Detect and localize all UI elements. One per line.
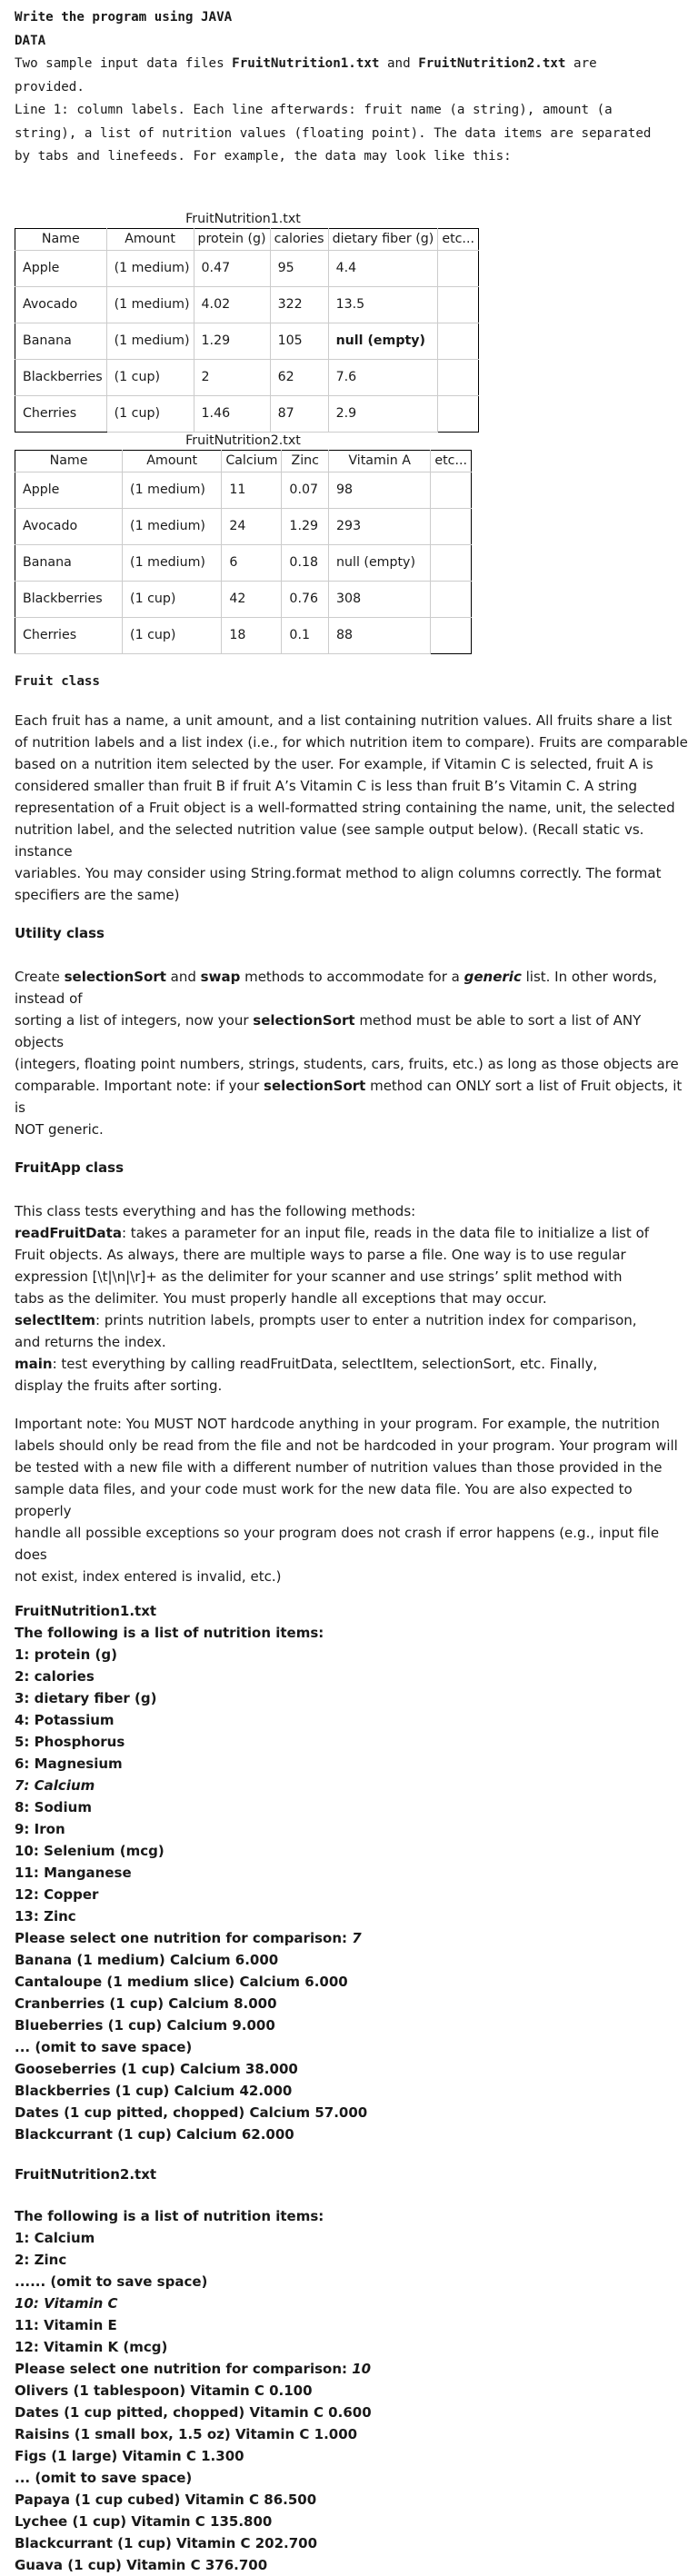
intro-line: Two sample input data files FruitNutrition1.txt and FruitNutrition2.txt are bbox=[15, 56, 597, 71]
output-line: Blackcurrant (1 cup) Vitamin C 202.700 bbox=[15, 2535, 318, 2551]
paragraph-line: Each fruit has a name, a unit amount, and a list containing nutrition values. All fruits share a list bbox=[15, 712, 673, 729]
output-line: Dates (1 cup pitted, chopped) Calcium 57.000 bbox=[15, 2104, 368, 2121]
table-cell: 2.9 bbox=[328, 395, 438, 432]
table-cell: 2 bbox=[194, 359, 270, 395]
table-cell: null (empty) bbox=[329, 544, 431, 581]
intro-line: string), a list of nutrition values (floating point). The data items are separated bbox=[15, 125, 652, 141]
table-cell bbox=[431, 544, 472, 581]
table-cell: 13.5 bbox=[328, 286, 438, 323]
table2-wrapper bbox=[15, 433, 472, 654]
fruit-class-section bbox=[15, 671, 688, 907]
fruit-class-heading: Fruit class bbox=[15, 673, 100, 689]
table-row bbox=[15, 359, 479, 395]
paragraph-line: NOT generic. bbox=[15, 1121, 104, 1138]
sample-tables bbox=[15, 211, 688, 654]
output-line: Cantaloupe (1 medium slice) Calcium 6.000 bbox=[15, 1974, 348, 1990]
table2-header: Zinc bbox=[282, 450, 329, 472]
table-cell: 88 bbox=[329, 617, 431, 653]
paragraph-line: sample data files, and your code must work for the new data file. You are also expected to properly bbox=[15, 1481, 633, 1519]
table2-header: Vitamin A bbox=[329, 450, 431, 472]
table-cell: 105 bbox=[270, 323, 328, 359]
table-cell: 11 bbox=[222, 472, 282, 508]
output-line: Cranberries (1 cup) Calcium 8.000 bbox=[15, 1995, 277, 2012]
table-cell: 0.1 bbox=[282, 617, 329, 653]
table-cell: 1.46 bbox=[194, 395, 270, 432]
utility-class-heading: Utility class bbox=[15, 925, 105, 941]
table1-header: Amount bbox=[106, 228, 194, 250]
output-line: ... (omit to save space) bbox=[15, 2470, 193, 2486]
output2-heading: FruitNutrition2.txt bbox=[15, 2166, 157, 2183]
output-line: 12: Vitamin K (mcg) bbox=[15, 2339, 168, 2355]
intro-line: provided. bbox=[15, 79, 85, 94]
table-cell: null (empty) bbox=[328, 323, 438, 359]
table-cell: 42 bbox=[222, 581, 282, 617]
table-cell bbox=[438, 286, 479, 323]
table-cell: 308 bbox=[329, 581, 431, 617]
paragraph-line: and returns the index. bbox=[15, 1334, 166, 1350]
table-cell: 322 bbox=[270, 286, 328, 323]
paragraph-line: tabs as the delimiter. You must properly handle all exceptions that may occur. bbox=[15, 1290, 547, 1307]
output-line: 12: Copper bbox=[15, 1886, 99, 1903]
fruit-class-description bbox=[15, 710, 688, 906]
paragraph-line: of nutrition labels and a list index (i.e., for which nutrition item to compare). Fruits are comparable bbox=[15, 734, 688, 751]
paragraph-line: sorting a list of integers, now your selectionSort method must be able to sort a list of ANY objects bbox=[15, 1012, 642, 1050]
table-row bbox=[15, 472, 472, 508]
paragraph-line: main: test everything by calling readFruitData, selectItem, selectionSort, etc. Finally, bbox=[15, 1356, 598, 1372]
table-cell: 1.29 bbox=[194, 323, 270, 359]
paragraph-line: based on a nutrition item selected by the user. For example, if Vitamin C is selected, fruit A is bbox=[15, 756, 653, 772]
table2 bbox=[15, 450, 472, 654]
paragraph-line: considered smaller than fruit B if fruit A’s Vitamin C is less than fruit B’s Vitamin C. A string bbox=[15, 778, 638, 794]
paragraph-line: Fruit objects. As always, there are multiple ways to parse a file. One way is to use regular bbox=[15, 1247, 626, 1263]
table-cell: 0.47 bbox=[194, 250, 270, 286]
paragraph-line: comparable. Important note: if your selectionSort method can ONLY sort a list of Fruit objects, it is bbox=[15, 1078, 683, 1116]
output-line: Blackberries (1 cup) Calcium 42.000 bbox=[15, 2083, 293, 2099]
table-cell bbox=[438, 323, 479, 359]
output-line: Dates (1 cup pitted, chopped) Vitamin C 0.600 bbox=[15, 2404, 372, 2421]
output-line: 9: Iron bbox=[15, 1821, 65, 1837]
paragraph-line: Create selectionSort and swap methods to accommodate for a generic list. In other words, instead of bbox=[15, 969, 658, 1007]
table-cell: 24 bbox=[222, 508, 282, 544]
table-cell: Apple bbox=[15, 250, 107, 286]
output-line: The following is a list of nutrition items: bbox=[15, 2208, 324, 2224]
table-cell bbox=[431, 508, 472, 544]
output-line: 5: Phosphorus bbox=[15, 1734, 125, 1750]
output-line: Blackcurrant (1 cup) Calcium 62.000 bbox=[15, 2126, 294, 2143]
table-row bbox=[15, 544, 472, 581]
output-line: ... (omit to save space) bbox=[15, 2039, 193, 2055]
table1-header-row bbox=[15, 228, 479, 250]
sample-output-1 bbox=[15, 1600, 688, 2145]
table-cell: 0.07 bbox=[282, 472, 329, 508]
table-cell bbox=[438, 250, 479, 286]
table-cell: (1 medium) bbox=[106, 250, 194, 286]
table-cell: 0.76 bbox=[282, 581, 329, 617]
output-prompt: Please select one nutrition for comparison: 10 bbox=[15, 2361, 372, 2377]
table-cell: 4.02 bbox=[194, 286, 270, 323]
paragraph-line: display the fruits after sorting. bbox=[15, 1378, 223, 1394]
table2-header: Name bbox=[15, 450, 123, 472]
paragraph-line: variables. You may consider using String.format method to align columns correctly. The format bbox=[15, 865, 662, 881]
output-line: 1: protein (g) bbox=[15, 1646, 117, 1663]
table1-header: etc... bbox=[438, 228, 479, 250]
table-row bbox=[15, 508, 472, 544]
output-line: 3: dietary fiber (g) bbox=[15, 1690, 157, 1706]
table1-header: calories bbox=[270, 228, 328, 250]
sample-output-2 bbox=[15, 2163, 688, 2576]
table-cell: Avocado bbox=[15, 286, 107, 323]
table2-header: etc... bbox=[431, 450, 472, 472]
output-line: 7: Calcium bbox=[15, 1777, 95, 1794]
table-cell bbox=[431, 472, 472, 508]
intro-line: by tabs and linefeeds. For example, the data may look like this: bbox=[15, 149, 512, 164]
paragraph-line: not exist, index entered is invalid, etc.) bbox=[15, 1568, 282, 1585]
utility-class-section bbox=[15, 922, 688, 1140]
table1-header: Name bbox=[15, 228, 107, 250]
paragraph-line: selectItem: prints nutrition labels, prompts user to enter a nutrition index for comparison, bbox=[15, 1312, 637, 1328]
paragraph-line: Important note: You MUST NOT hardcode anything in your program. For example, the nutrition bbox=[15, 1416, 660, 1432]
table-cell: Banana bbox=[15, 544, 123, 581]
table1 bbox=[15, 228, 479, 433]
output-line: The following is a list of nutrition items: bbox=[15, 1625, 324, 1641]
table1-caption: FruitNutrition1.txt bbox=[185, 211, 301, 226]
table-cell: Cherries bbox=[15, 617, 123, 653]
paragraph-line: representation of a Fruit object is a well-formatted string containing the name, unit, the selected bbox=[15, 800, 675, 816]
table1-wrapper bbox=[15, 211, 472, 433]
table-cell: 95 bbox=[270, 250, 328, 286]
output-line: 2: Zinc bbox=[15, 2252, 67, 2268]
table-cell: 7.6 bbox=[328, 359, 438, 395]
intro-title: Write the program using JAVA bbox=[15, 10, 233, 25]
table-cell: (1 cup) bbox=[123, 581, 222, 617]
paragraph-line: handle all possible exceptions so your program does not crash if error happens (e.g., input file does bbox=[15, 1525, 660, 1563]
table-cell: 98 bbox=[329, 472, 431, 508]
intro-line: Line 1: column labels. Each line afterwards: fruit name (a string), amount (a bbox=[15, 103, 613, 117]
table-cell: Cherries bbox=[15, 395, 107, 432]
output1-heading: FruitNutrition1.txt bbox=[15, 1603, 157, 1619]
table-row bbox=[15, 617, 472, 653]
output-line: Papaya (1 cup cubed) Vitamin C 86.500 bbox=[15, 2491, 317, 2508]
table-cell: Apple bbox=[15, 472, 123, 508]
table2-header: Amount bbox=[123, 450, 222, 472]
table-cell: Banana bbox=[15, 323, 107, 359]
paragraph-line: specifiers are the same) bbox=[15, 887, 180, 903]
table-cell: 293 bbox=[329, 508, 431, 544]
output-line: Blueberries (1 cup) Calcium 9.000 bbox=[15, 2017, 275, 2034]
table-cell: (1 cup) bbox=[123, 617, 222, 653]
table-cell bbox=[431, 581, 472, 617]
output-line: Banana (1 medium) Calcium 6.000 bbox=[15, 1952, 279, 1968]
paragraph-line: labels should only be read from the file and not be hardcoded in your program. Your program will bbox=[15, 1437, 678, 1454]
table-cell: Avocado bbox=[15, 508, 123, 544]
table-cell: 1.29 bbox=[282, 508, 329, 544]
table-cell: (1 medium) bbox=[106, 286, 194, 323]
table2-header-row bbox=[15, 450, 472, 472]
output-line: 8: Sodium bbox=[15, 1799, 92, 1815]
output-line: 10: Vitamin C bbox=[15, 2295, 118, 2312]
table-cell: 4.4 bbox=[328, 250, 438, 286]
file-name-1: FruitNutrition1.txt bbox=[232, 56, 380, 71]
file-name-2: FruitNutrition2.txt bbox=[418, 56, 566, 71]
paragraph-line: readFruitData: takes a parameter for an input file, reads in the data file to initialize a list of bbox=[15, 1225, 650, 1241]
output-line: 13: Zinc bbox=[15, 1908, 76, 1925]
important-note bbox=[15, 1413, 688, 1587]
table-cell: 6 bbox=[222, 544, 282, 581]
table-row bbox=[15, 286, 479, 323]
output-line: 10: Selenium (mcg) bbox=[15, 1843, 165, 1859]
table-cell: Blackberries bbox=[15, 359, 107, 395]
output-prompt: Please select one nutrition for comparison: 7 bbox=[15, 1930, 362, 1946]
output-line: Figs (1 large) Vitamin C 1.300 bbox=[15, 2448, 244, 2464]
output-line: 11: Manganese bbox=[15, 1865, 132, 1881]
output-line: 1: Calcium bbox=[15, 2230, 95, 2246]
data-heading: DATA bbox=[15, 33, 46, 48]
table-cell bbox=[431, 617, 472, 653]
table2-header: Calcium bbox=[222, 450, 282, 472]
table2-caption: FruitNutrition2.txt bbox=[185, 433, 301, 448]
table-row bbox=[15, 250, 479, 286]
table-row bbox=[15, 395, 479, 432]
paragraph-line: This class tests everything and has the following methods: bbox=[15, 1203, 416, 1219]
table-cell: (1 medium) bbox=[123, 508, 222, 544]
output-line: Raisins (1 small box, 1.5 oz) Vitamin C 1.000 bbox=[15, 2426, 358, 2442]
output-line: Guava (1 cup) Vitamin C 376.700 bbox=[15, 2557, 268, 2573]
table-row bbox=[15, 581, 472, 617]
paragraph-line: (integers, floating point numbers, strings, students, cars, fruits, etc.) as long as those objects are bbox=[15, 1056, 679, 1072]
table-cell: 0.18 bbox=[282, 544, 329, 581]
table-cell: 62 bbox=[270, 359, 328, 395]
table-cell: (1 medium) bbox=[106, 323, 194, 359]
table-cell: 18 bbox=[222, 617, 282, 653]
table-cell: (1 medium) bbox=[123, 472, 222, 508]
table-cell: (1 cup) bbox=[106, 395, 194, 432]
table1-header: protein (g) bbox=[194, 228, 270, 250]
table-cell bbox=[438, 395, 479, 432]
table1-header: dietary fiber (g) bbox=[328, 228, 438, 250]
output-line: 6: Magnesium bbox=[15, 1755, 123, 1772]
paragraph-line: be tested with a new file with a different number of nutrition values than those provided in the bbox=[15, 1459, 663, 1476]
table-cell: 87 bbox=[270, 395, 328, 432]
output-line: 11: Vitamin E bbox=[15, 2317, 117, 2333]
intro-section bbox=[15, 0, 688, 169]
table-cell: Blackberries bbox=[15, 581, 123, 617]
paragraph-line: expression [\t|\n|\r]+ as the delimiter for your scanner and use strings’ split method with bbox=[15, 1268, 623, 1285]
table-cell: (1 cup) bbox=[106, 359, 194, 395]
table-cell bbox=[438, 359, 479, 395]
output-line: 2: calories bbox=[15, 1668, 95, 1685]
output-line: Lychee (1 cup) Vitamin C 135.800 bbox=[15, 2513, 273, 2530]
output-line: Gooseberries (1 cup) Calcium 38.000 bbox=[15, 2061, 298, 2077]
table-row bbox=[15, 323, 479, 359]
output-line: 4: Potassium bbox=[15, 1712, 115, 1728]
output-line: ...... (omit to save space) bbox=[15, 2273, 208, 2290]
fruitapp-class-heading: FruitApp class bbox=[15, 1159, 124, 1176]
output-line: Olivers (1 tablespoon) Vitamin C 0.100 bbox=[15, 2382, 313, 2399]
table-cell: (1 medium) bbox=[123, 544, 222, 581]
fruitapp-class-section bbox=[15, 1157, 688, 1397]
paragraph-line: nutrition label, and the selected nutrition value (see sample output below). (Recall static vs. instance bbox=[15, 821, 644, 860]
